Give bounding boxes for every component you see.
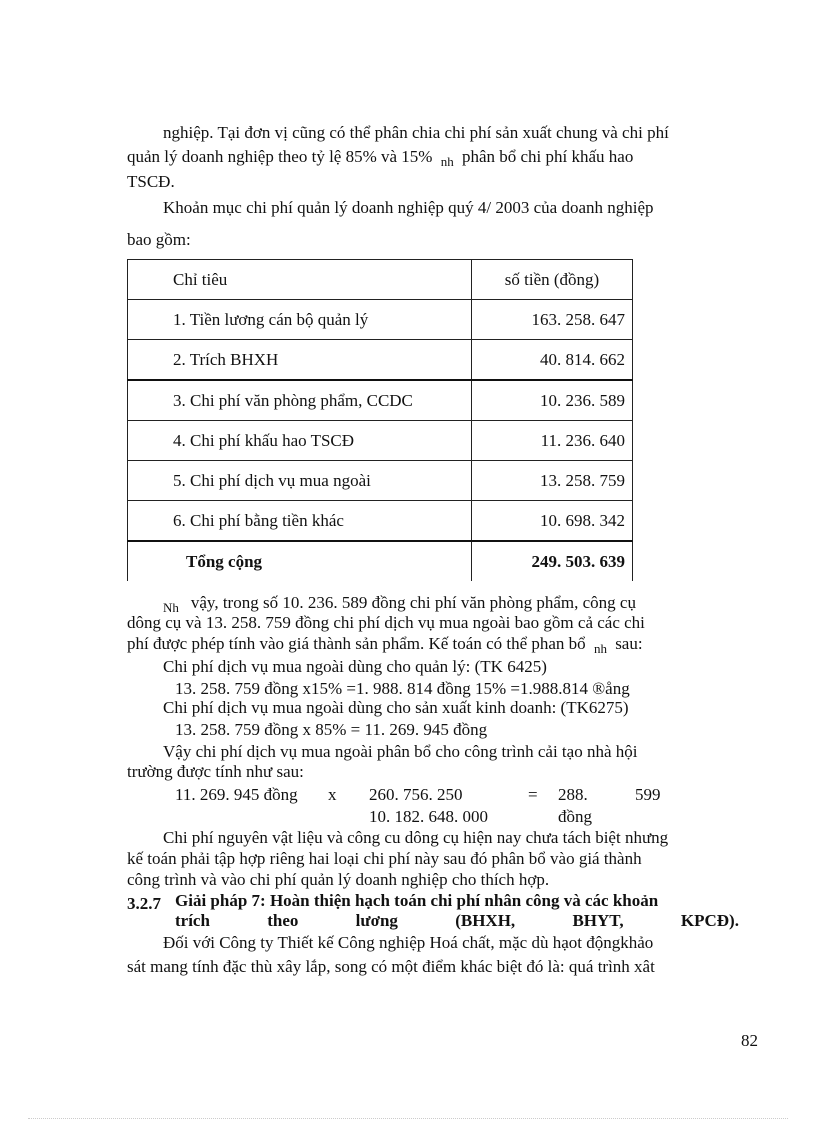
formula-equals: = [528,785,538,804]
table-row [128,501,633,542]
table-total-row [128,541,633,581]
lead-line-1: Khoản mục chi phí quản lý doanh nghiệp quý 4/ 2003 của doanh nghiệp [163,198,654,217]
formula-times: x [328,785,337,804]
column-header: số tiền (đồng) [472,260,633,300]
column-header: Chỉ tiêu [128,260,472,300]
page-number: 82 [741,1031,758,1050]
body-line: $_{Nh}$ vậy, trong số 10. 236. 589 đồng chi phí văn phòng phẩm, công cụ [163,593,636,615]
formula-denominator: 10. 182. 648. 000 [369,807,488,826]
table-row [128,461,633,501]
lead-line-2: bao gồm: [127,230,191,249]
body-line: 13. 258. 759 đồng x15% =1. 988. 814 đồng 15% =1.988.814 ®ång [175,679,630,698]
body-line: Đối với Công ty Thiết kế Công nghiệp Hoá chất, mặc dù hạot độngkhảo [163,933,654,952]
row-label: 2. Trích BHXH [128,340,472,381]
body-line: Chi phí nguyên vật liệu và công cu dông cụ hiện nay chưa tách biệt nhưng [163,828,669,847]
formula-result-part: 599 [635,785,661,804]
text-line: TSCĐ. [127,172,175,191]
section-heading-line-2: trích theo lương (BHXH, BHYT, KPCĐ). [175,911,739,930]
row-label: 3. Chi phí văn phòng phẩm, CCDC [128,380,472,421]
body-line: Vậy chi phí dịch vụ mua ngoài phân bổ cho công trình cải tạo nhà hội [163,742,638,761]
formula-numerator: 260. 756. 250 [369,785,463,804]
row-amount: 10. 236. 589 [472,380,633,421]
formula-result: 288. [558,785,588,804]
body-line: sát mang tính đặc thù xây lắp, song có một điểm khác biệt đó là: quá trình xât [127,957,655,976]
table-row [128,421,633,461]
row-label: 1. Tiền lương cán bộ quản lý [128,300,472,340]
row-amount: 13. 258. 759 [472,461,633,501]
row-label: 5. Chi phí dịch vụ mua ngoài [128,461,472,501]
body-line: trường được tính như sau: [127,762,304,781]
body-line: công trình và vào chi phí quản lý doanh nghiệp cho thích hợp. [127,870,550,889]
total-label: Tổng cộng [128,541,472,581]
section-heading-line-1: Giải pháp 7: Hoàn thiện hạch toán chi phí nhân công và các khoản [175,891,659,910]
body-line: Chi phí dịch vụ mua ngoài dùng cho quản lý: (TK 6425) [163,657,547,676]
body-line: Chi phí dịch vụ mua ngoài dùng cho sản xuất kinh doanh: (TK6275) [163,698,629,717]
body-line: kế toán phải tập hợp riêng hai loại chi phí này sau đó phân bổ vào giá thành [127,849,642,868]
table-row [128,380,633,421]
row-amount: 163. 258. 647 [472,300,633,340]
body-line: dông cụ và 13. 258. 759 đồng chi phí dịch vụ mua ngoài bao gồm cả các chi [127,613,645,632]
text-line: quản lý doanh nghiệp theo tỷ lệ 85% và 15% $_{nh}$ phân bổ chi phí khấu hao [127,147,634,169]
table-row [128,300,633,340]
section-number: 3.2.7 [127,894,161,913]
row-label: 4. Chi phí khấu hao TSCĐ [128,421,472,461]
cost-table [127,259,633,581]
table-header-row [128,260,633,300]
intro-paragraph [127,121,739,194]
text-line: nghiệp. Tại đơn vị cũng có thể phân chia chi phí sản xuất chung và chi phí [163,123,669,142]
row-amount: 10. 698. 342 [472,501,633,542]
page-bottom-divider [28,1118,788,1119]
row-amount: 11. 236. 640 [472,421,633,461]
table-row [128,340,633,381]
row-label: 6. Chi phí bằng tiền khác [128,501,472,542]
formula-operand: 11. 269. 945 đồng [175,785,298,804]
body-line: 13. 258. 759 đồng x 85% = 11. 269. 945 đồng [175,720,488,739]
formula-unit: đồng [558,807,592,826]
body-line: phí được phép tính vào giá thành sản phẩm. Kế toán có thể phan bổ $_{nh}$ sau: [127,634,643,656]
row-amount: 40. 814. 662 [472,340,633,381]
total-amount: 249. 503. 639 [472,541,633,581]
